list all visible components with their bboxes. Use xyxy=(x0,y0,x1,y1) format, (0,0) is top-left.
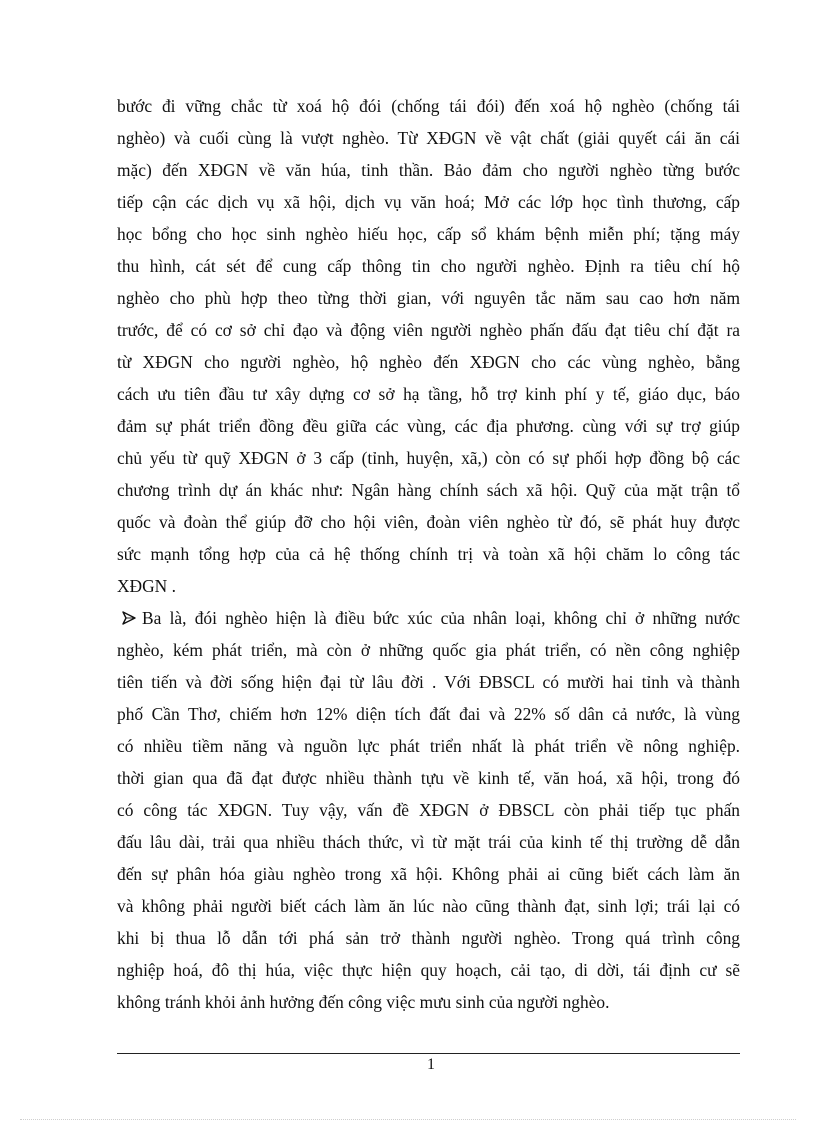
paragraph-2-line: Ba là, đói nghèo hiện là điều bức xúc của nhân loại, không chỉ ở những nước xyxy=(142,608,740,628)
paragraph-2-line: phố Cần Thơ, chiếm hơn 12% diện tích đất đai và 22% số dân cả nước, là vùng xyxy=(117,704,740,724)
paragraph-2-line: có nhiều tiềm năng và nguồn lực phát triển nhất là phát triển về nông nghiệp. xyxy=(117,736,740,756)
paragraph-2-line: và không phải người biết cách làm ăn lúc nào cũng thành đạt, sinh lợi; trái lại có xyxy=(117,896,740,916)
paragraph-1-line: học bổng cho học sinh nghèo hiếu học, cấp sổ khám bệnh miễn phí; tặng máy xyxy=(117,224,740,244)
paragraph-2-line: đấu lâu dài, trải qua nhiều thách thức, vì từ mặt trái của kinh tế thị trường dễ dẫn xyxy=(117,832,740,852)
paragraph-2-line: đến sự phân hóa giàu nghèo trong xã hội. Không phải ai cũng biết cách làm ăn xyxy=(117,864,740,884)
paragraph-1-line: nghèo cho phù hợp theo từng thời gian, với nguyên tắc năm sau cao hơn năm xyxy=(117,288,740,308)
paragraph-1-line: trước, để có cơ sở chỉ đạo và động viên người nghèo phấn đấu đạt tiêu chí đặt ra xyxy=(117,320,740,340)
paragraph-1-line: cách ưu tiên đầu tư xây dựng cơ sở hạ tầng, hỗ trợ kinh phí y tế, giáo dục, báo xyxy=(117,384,740,404)
paragraph-1-line: sức mạnh tổng hợp của cả hệ thống chính trị và toàn xã hội chăm lo công tác xyxy=(117,544,740,564)
arrowhead-bullet-icon xyxy=(122,611,136,625)
paragraph-1-line: mặc) đến XĐGN về văn húa, tinh thần. Bảo đảm cho người nghèo từng bước xyxy=(117,160,740,180)
paragraph-1-line: bước đi vững chắc từ xoá hộ đói (chống tái đói) đến xoá hộ nghèo (chống tái xyxy=(117,96,740,116)
paragraph-1-line: chủ yếu từ quỹ XĐGN ở 3 cấp (tỉnh, huyện, xã,) còn có sự phối hợp đồng bộ các xyxy=(117,448,740,468)
paragraph-2-line: nghiệp hoá, đô thị húa, việc thực hiện quy hoạch, cải tạo, di dời, tái định cư sẽ xyxy=(117,960,740,980)
paragraph-1-line: tiếp cận các dịch vụ xã hội, dịch vụ văn hoá; Mở các lớp học tình thương, cấp xyxy=(117,192,740,212)
bullet-line xyxy=(122,607,740,629)
paragraph-1-line: quốc và đoàn thể giúp đỡ cho hội viên, đoàn viên nghèo từ đó, sẽ phát huy được xyxy=(117,512,740,532)
paragraph-1-line: từ XĐGN cho người nghèo, hộ nghèo đến XĐGN cho các vùng nghèo, bằng xyxy=(117,352,740,372)
paragraph-2-line: thời gian qua đã đạt được nhiều thành tựu về kinh tế, văn hoá, xã hội, trong đó xyxy=(117,768,740,788)
paragraph-2-line: khi bị thua lỗ dẫn tới phá sản trở thành người nghèo. Trong quá trình công xyxy=(117,928,740,948)
footer-divider xyxy=(117,1053,740,1054)
paragraph-2-line: tiên tiến và đời sống hiện đại từ lâu đời . Với ĐBSCL có mười hai tỉnh và thành xyxy=(117,672,740,692)
page-bottom-dotted-edge xyxy=(20,1119,796,1120)
paragraph-1-line: chương trình dự án khác như: Ngân hàng chính sách xã hội. Quỹ của mặt trận tổ xyxy=(117,480,740,500)
paragraph-1-line: XĐGN . xyxy=(117,576,176,596)
page-number: 1 xyxy=(427,1056,435,1073)
paragraph-2-line: không tránh khỏi ảnh hưởng đến công việc mưu sinh của người nghèo. xyxy=(117,992,610,1012)
paragraph-2-line: có công tác XĐGN. Tuy vậy, vấn đề XĐGN ở ĐBSCL còn phải tiếp tục phấn xyxy=(117,800,740,820)
paragraph-1-line: nghèo) và cuối cùng là vượt nghèo. Từ XĐGN về vật chất (giải quyết cái ăn cái xyxy=(117,128,740,148)
paragraph-2-line: nghèo, kém phát triển, mà còn ở những quốc gia phát triển, có nền công nghiệp xyxy=(117,640,740,660)
paragraph-1-line: đảm sự phát triển đồng đều giữa các vùng, các địa phương. cùng với sự trợ giúp xyxy=(117,416,740,436)
paragraph-1-line: thu hình, cát sét để cung cấp thông tin cho người nghèo. Định ra tiêu chí hộ xyxy=(117,256,740,276)
